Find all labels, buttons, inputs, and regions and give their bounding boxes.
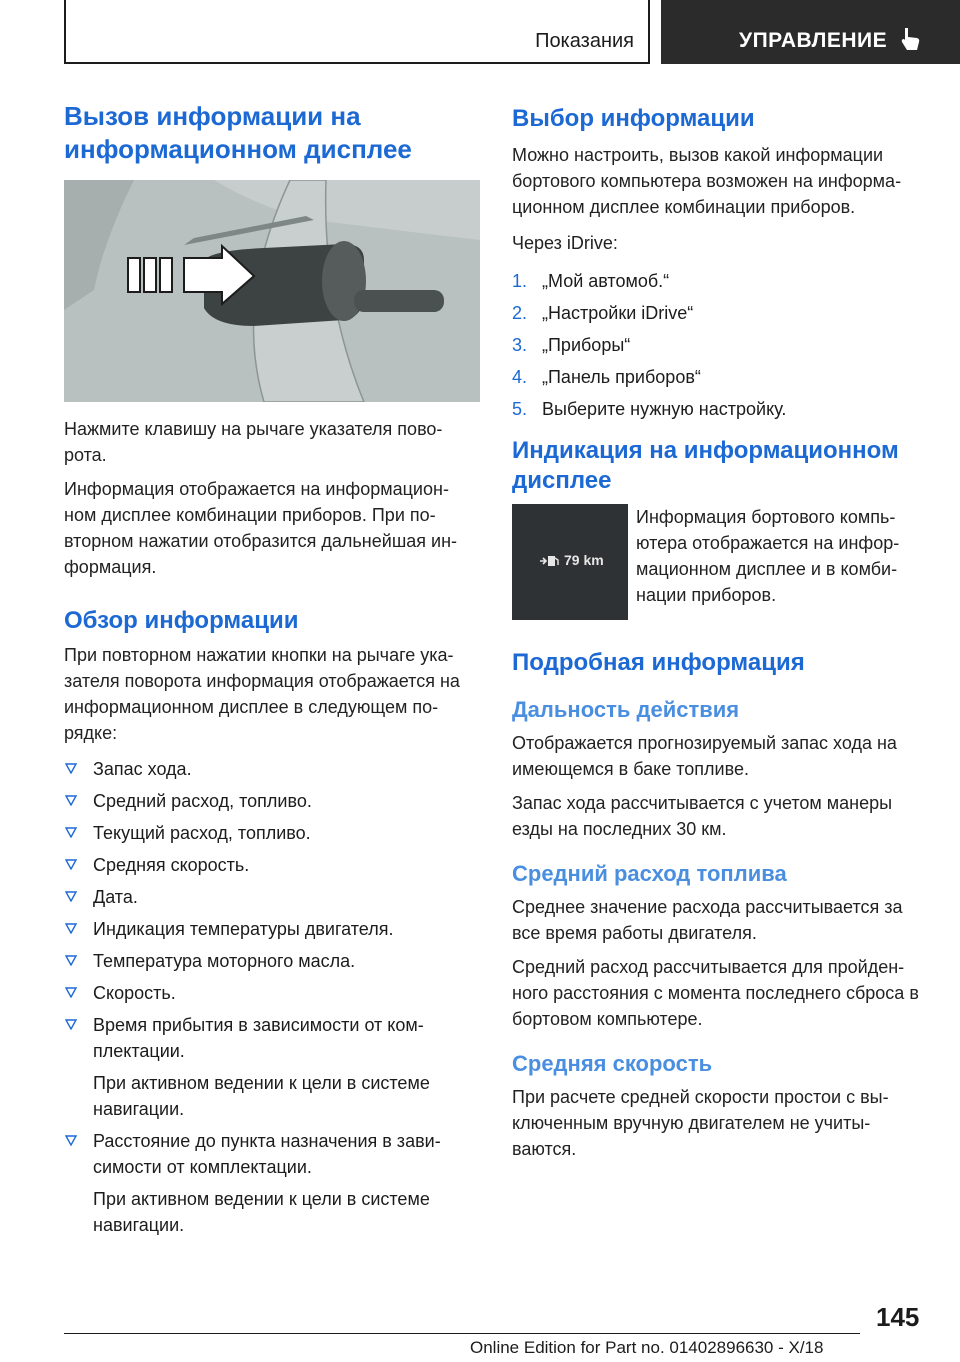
list-item: Скорость. [64, 980, 480, 1006]
detail-info-title: Подробная информация [512, 649, 805, 676]
display-indication-row [512, 504, 928, 622]
triangle-bullet-icon [65, 795, 77, 806]
footer-divider [64, 1333, 860, 1334]
list-item: Запас хода. [64, 756, 480, 782]
via-idrive-text: Через iDrive: [512, 233, 618, 253]
right-column [512, 100, 928, 1162]
avg-speed-text: При расчете средней скорости простои с вы-ключенным вручную двигателем не учиты-ваются. [512, 1087, 889, 1159]
press-button-text: Нажмите клавишу на рычаге указателя пово-рота. [64, 419, 443, 465]
lever-illustration [64, 180, 480, 402]
indication-text: Информация бортового компь-ютера отображается на инфор-мационном дисплее и в комби-нации приборов. [636, 507, 900, 605]
list-item: Расстояние до пункта назначения в зави-симости от комплектации. При активном ведении к цели в системе навигации. [64, 1128, 480, 1238]
triangle-bullet-icon [65, 1135, 77, 1146]
header-chapter-label: УПРАВЛЕНИЕ [739, 29, 888, 52]
triangle-bullet-icon [65, 827, 77, 838]
triangle-bullet-icon [65, 859, 77, 870]
triangle-bullet-icon [65, 955, 77, 966]
range-text-2: Запас хода рассчитывается с учетом манеры езды на последних 30 км. [512, 793, 893, 839]
info-display-image [512, 504, 628, 620]
list-item: Средняя скорость. [64, 852, 480, 878]
avg-speed-title: Средняя скорость [512, 1051, 713, 1076]
triangle-bullet-icon [65, 763, 77, 774]
list-item: Время прибытия в зависимости от ком-плектации. При активном ведении к цели в системе навигации. [64, 1012, 480, 1122]
step-item: 2. „Настройки iDrive“ [512, 303, 694, 323]
triangle-bullet-icon [65, 923, 77, 934]
step-item: 1. „Мой автомоб.“ [512, 271, 670, 291]
list-item-note: При активном ведении к цели в системе навигации. [93, 1189, 430, 1235]
list-item: Средний расход, топливо. [64, 788, 480, 814]
page-number: 145 [876, 1302, 920, 1332]
avg-consumption-text-1: Среднее значение расхода рассчитывается за все время работы двигателя. [512, 897, 903, 943]
pointing-hand-icon [899, 26, 921, 52]
list-item-note: При активном ведении к цели в системе навигации. [93, 1073, 430, 1119]
list-item: Индикация температуры двигателя. [64, 916, 480, 942]
avg-consumption-text-2: Средний расход рассчитывается для пройден-ного расстояния с момента последнего сброса в бортовом компьютере. [512, 957, 919, 1029]
header-section-label: Показания [535, 30, 634, 52]
range-readout: 79 km [564, 552, 604, 568]
step-item: 5. Выберите нужную настройку. [512, 399, 787, 419]
list-item: Дата. [64, 884, 480, 910]
triangle-bullet-icon [65, 987, 77, 998]
overview-text: При повторном нажатии кнопки на рычаге ука-зателя поворота информация отображается на информационном дисплее в следующем по-рядке: [64, 645, 460, 743]
range-title: Дальность действия [512, 697, 740, 722]
call-info-title: Вызов информации на информационном дисплее [64, 101, 412, 164]
step-item: 3. „Приборы“ [512, 335, 631, 355]
header-section-box [64, 0, 650, 64]
footer-edition: Online Edition for Part no. 01402896630 - X/18 [470, 1338, 824, 1357]
header-chapter-box [661, 0, 960, 64]
list-item: Температура моторного масла. [64, 948, 480, 974]
info-list [64, 756, 480, 1238]
triangle-bullet-icon [65, 1019, 77, 1030]
range-text-1: Отображается прогнозируемый запас хода на имеющемся в баке топливе. [512, 733, 897, 779]
turn-signal-lever-figure [64, 180, 480, 402]
overview-title: Обзор информации [64, 607, 299, 634]
display-info-text: Информация отображается на информацион-ном дисплее комбинации приборов. При по-вторном нажатии отобразится дальнейшая ин-формация. [64, 479, 458, 577]
left-column [64, 100, 480, 1244]
avg-consumption-title: Средний расход топлива [512, 861, 787, 886]
fuel-pump-icon [540, 555, 560, 567]
list-item: Текущий расход, топливо. [64, 820, 480, 846]
select-info-title: Выбор информации [512, 105, 755, 132]
triangle-bullet-icon [65, 891, 77, 902]
idrive-steps [512, 268, 928, 422]
indication-title: Индикация на информационном дисплее [512, 437, 899, 494]
select-info-text: Можно настроить, вызов какой информации бортового компьютера возможен на информа-ционном дисплее комбинации приборов. [512, 145, 902, 217]
step-item: 4. „Панель приборов“ [512, 367, 701, 387]
